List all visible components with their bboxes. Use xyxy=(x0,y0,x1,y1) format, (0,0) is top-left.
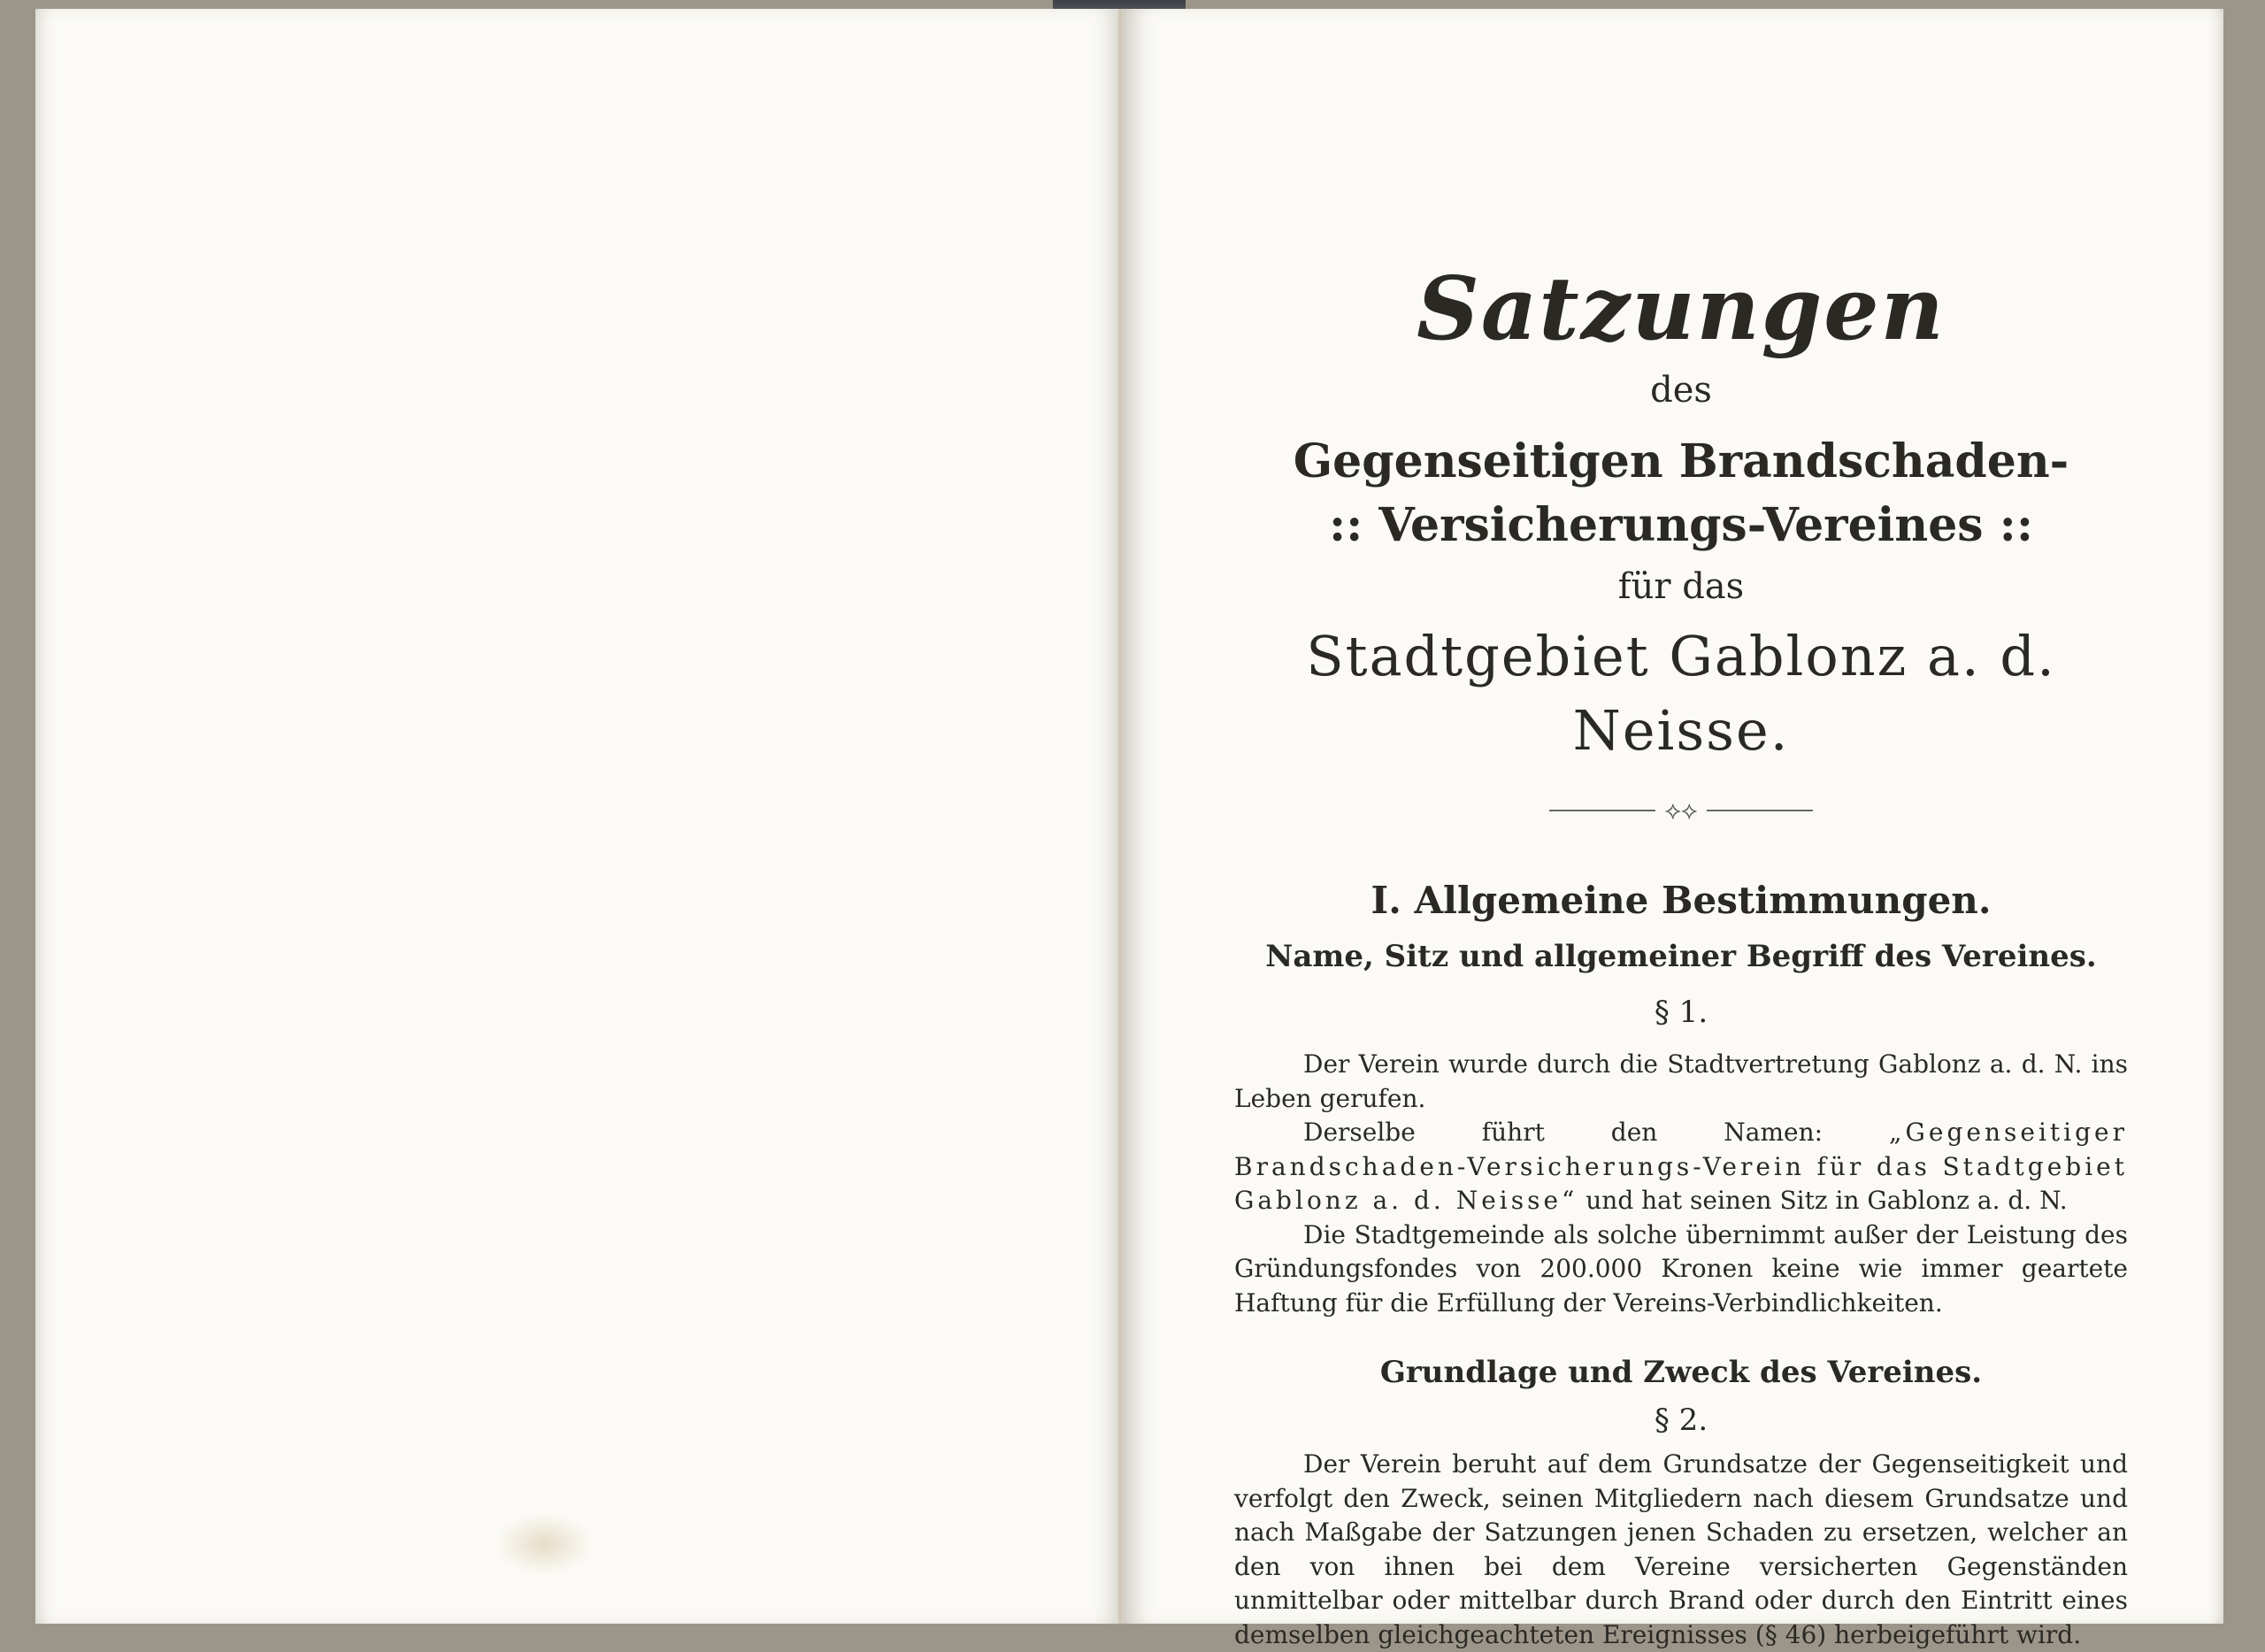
left-page-blank xyxy=(35,9,1122,1624)
section-subheading-2: Grundlage und Zweck des Vereines. xyxy=(1379,1355,1983,1390)
paragraph-number-2: § 2. xyxy=(1654,1402,1708,1438)
paragraph-1-text-1: Der Verein wurde durch die Stadtvertretung Gablonz a. d. N. ins Leben gerufen. xyxy=(1234,1049,2128,1113)
paragraph-number-1: § 1. xyxy=(1654,995,1708,1030)
ornament-mark: ⟡⟡ xyxy=(1664,795,1698,825)
org-name-line2: :: Versicherungs-Vereines :: xyxy=(1328,498,2034,552)
section-heading: I. Allgemeine Bestimmungen. xyxy=(1371,879,1992,922)
fuer-das-label: für das xyxy=(1617,566,1745,607)
p2-tail: und hat seinen Sitz in Gablonz a. d. N. xyxy=(1578,1186,2068,1215)
document-title: Satzungen xyxy=(1417,258,1946,360)
paper-stain xyxy=(495,1513,593,1575)
section-subheading: Name, Sitz und allgemeiner Begriff des Vereines. xyxy=(1265,939,2097,974)
paragraph-1-text-2 xyxy=(1234,1116,2128,1218)
association-name: „Gegenseitiger Brandschaden-Versicherungs-Verein für das Stadtgebiet Gablonz a. d. Neisse“ xyxy=(1234,1118,2128,1215)
paragraph-2-text-1: Der Verein beruht auf dem Grundsatze der Gegenseitigkeit und verfolgt den Zweck, seinen Mitgliedern nach diesem Grundsatze und nach Maßgabe der Satzungen jenen Schaden zu ersetzen, welcher an den von ihnen bei dem Vereine versicherten Gegenständen unmittelbar oder mittelbar durch Brand oder durch den Eintritt eines demselben gleichgeachteten Ereignisses (§ 46) herbeigeführt wird. xyxy=(1234,1449,2128,1649)
ornament-line-right xyxy=(1707,810,1813,811)
city-name: Stadtgebiet Gablonz a. d. Neisse. xyxy=(1306,624,2056,763)
des-label: des xyxy=(1650,370,1712,411)
ornament-divider xyxy=(1234,793,2128,828)
document-text xyxy=(1234,257,2128,1652)
ornament-line-left xyxy=(1549,810,1655,811)
org-name-line1: Gegenseitigen Brandschaden- xyxy=(1293,434,2069,488)
p2-lead: Derselbe führt den Namen: xyxy=(1303,1118,1890,1147)
paragraph-1-text-3: Die Stadtgemeinde als solche übernimmt außer der Leistung des Gründungsfondes von 200.000 Kronen keine wie immer geartete Haftung für die Erfüllung der Vereins-Verbindlichkeiten. xyxy=(1234,1219,2128,1318)
